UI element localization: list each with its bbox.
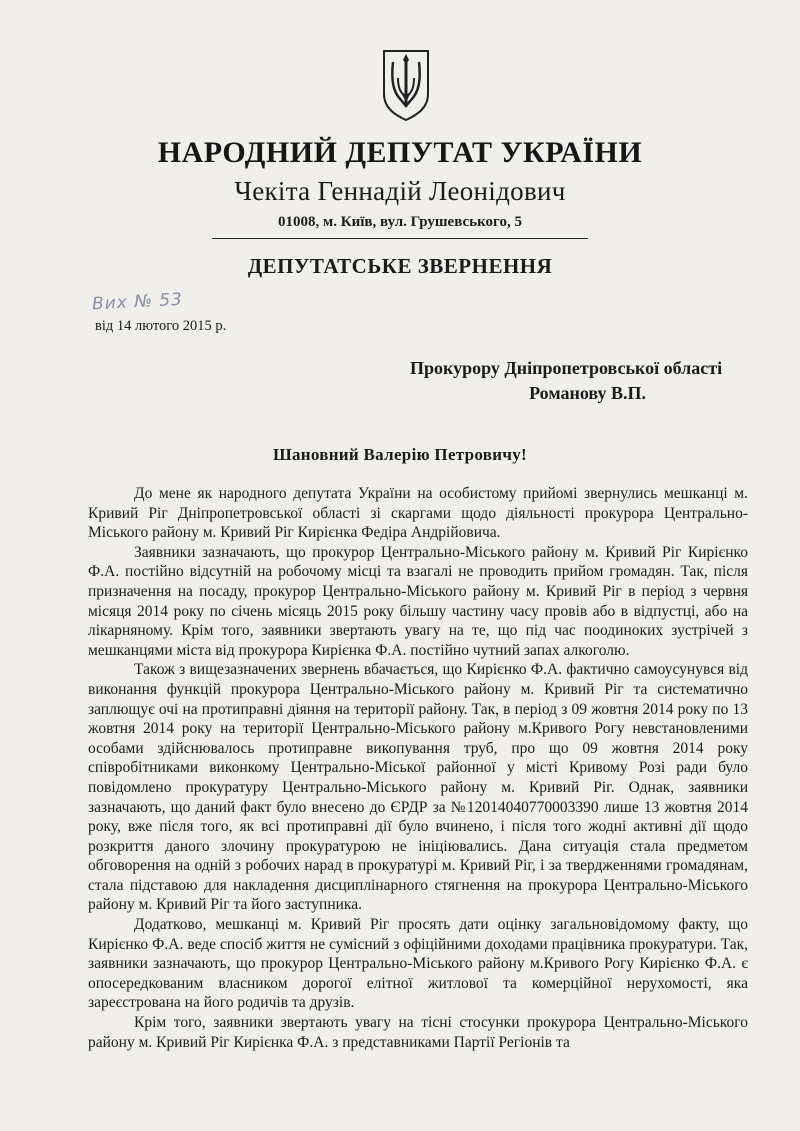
page-title: НАРОДНИЙ ДЕПУТАТ УКРАЇНИ [157,136,643,169]
document-date: від 14 лютого 2015 р. [95,318,227,334]
salutation: Шановний Валерію Петровичу! [272,445,528,464]
handwritten-outgoing-number: Вих № 53 [91,289,184,315]
body-paragraph: Заявники зазначають, що прокурор Центрально-Міського району м. Кривий Ріг Кирієнко Ф.А. постійно відсутній на робочому місці та взагалі не проводить прийом громадян. Так, після призначення на посаду, прокурор Центрально-Міського району м. Кривий Ріг в період з червня місяця 2014 року по січень місяць 2015 року більшу частину часу провів або в відпустці, або на лікарняному. Крім того, заявники звертають увагу на те, що під час поодиноких зустрічей з мешканцями міста від прокурора Кирієнка Ф.А. постійно чутний запах алкоголю. [88,543,748,659]
deputy-address: 01008, м. Київ, вул. Грушевського, 5 [278,214,522,230]
addressee-line-1: Прокурору Дніпропетровської області [410,358,723,378]
deputy-name: Чекіта Геннадій Леонідович [234,176,566,206]
body-paragraph: Крім того, заявники звертають увагу на тісні стосунки прокурора Центрально-Міського району м. Кривий Ріг Кирієнка Ф.А. з представниками Партії Регіонів та [88,1014,748,1051]
body-paragraph: Додатково, мешканці м. Кривий Ріг просять дати оцінку загальновідомому факту, що Кирієнко Ф.А. веде спосіб життя не сумісний з офіційними доходами працівника прокуратури. Так, заявники зазначають, що прокурор Центрально-Міського району м.Кривого Рогу Кирієнко Ф.А. є опосередкованим власником дорогої елітної житлової та комерційної нерухомості, яка зареєстрована на його родичів та друзів. [88,916,748,1012]
address-divider [212,238,588,239]
body-paragraph: До мене як народного депутата України на особистому прийомі звернулись мешканці м. Кривий Ріг Дніпропетровської області зі скаргами щодо діяльності прокурора Центрально-Міського району м. Кривий Ріг Кирієнка Федіра Андрійовича. [88,485,748,542]
body-paragraph: Також з вищезазначених звернень вбачається, що Кирієнко Ф.А. фактично самоусунувся від виконання функцій прокурора Центрально-Міського району м. Кривий Ріг та систематично заплющує очі на протиправні діяння на території району. Так, в період з 09 жовтня 2014 року по 13 жовтня 2014 року на території Центрально-Міського району м.Кривого Рогу невстановленими особами здійснювалось протиправне викопування труб, про що 09 жовтня 2014 року співробітниками виконкому Центрально-Міської районної у місті Кривому Розі ради було повідомлено прокуратуру Центрально-Міського району м. Кривий Ріг. Однак, заявники зазначають, що даний факт було внесено до ЄРДР за №12014040770003390 лише 13 жовтня 2014 року, вже після того, як всі протиправні дії було вчинено, і після того жодні активні дії щодо розкриття даного злочину прокуратурою не ініціювались. Дана ситуація стала предметом обговорення на одній з робочих нарад в прокуратурі м. Кривий Ріг, і за твердженнями громадянам, стала підставою для накладення дисциплінарного стягнення на прокурора Центрально-Міського району м. Кривий Ріг та його заступника. [88,661,748,914]
letter-body [88,484,748,1052]
trident-coat-of-arms-icon [381,48,431,122]
addressee-line-2: Романову В.П. [529,383,646,403]
addressee-block [410,356,762,406]
document-type-heading: ДЕПУТАТСЬКЕ ЗВЕРНЕННЯ [247,254,553,278]
